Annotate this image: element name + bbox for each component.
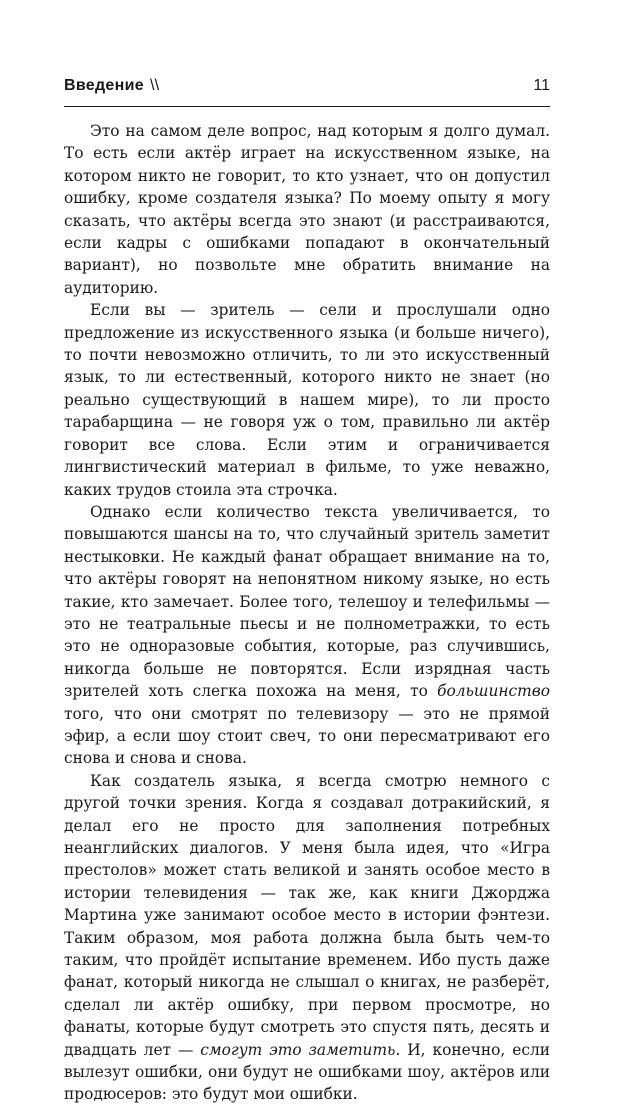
paragraph-4-text-before: Как создатель языка, я всегда смотрю немного с другой точки зрения. Когда я создавал дотракийский, я делал его не просто для заполнения потребных неанглийских диалогов. У меня была идея, что «Игра престолов» может стать великой и занять особое место в истории телевидения — так же, как книги Джорджа Мартина уже занимают особое место в истории фэнтези. Таким образом, моя работа должна была быть чем-то таким, что пройдёт испытание временем. Ибо пусть даже фанат, который никогда не слышал о книгах, не разберёт, сделал ли актёр ошибку, при первом просмотре, но фанаты, которые будут смотреть это спустя пять, десять и двадцать лет —	[64, 771, 550, 1059]
page-number: 11	[533, 77, 550, 94]
paragraph-3-text-after: того, что они смотрят по телевизору — это не прямой эфир, а если шоу стоит свеч, то они пересматривают его снова и снова и снова.	[64, 704, 550, 768]
body-text	[64, 120, 550, 1106]
header-rule	[64, 106, 550, 107]
chapter-title-text: Введение	[64, 77, 144, 94]
paragraph-4-emphasis: смогут это заметить	[200, 1040, 396, 1059]
running-header	[64, 74, 550, 108]
paragraph-1: Это на самом деле вопрос, над которым я долго думал. То есть если актёр играет на искусственном языке, на котором никто не говорит, то кто узнает, что он допустил ошибку, кроме создателя языка? По моему опыту я могу сказать, что актёры всегда это знают (и расстраиваются, если кадры с ошибками попадают в окончательный вариант), но позвольте мне обратить внимание на аудиторию.	[64, 122, 550, 297]
paragraph-4-text-after: . И, конечно, если вылезут ошибки, они будут не ошибками шоу, актёров или продюсеров: это будут мои ошибки.	[64, 1040, 550, 1104]
paragraph-4	[64, 770, 550, 1106]
paragraph-2: Если вы — зритель — сели и прослушали одно предложение из искусственного языка (и больше ничего), то почти невозможно отличить, то ли это искусственный язык, то ли естественный, которого никто не знает (но реально существующий в нашем мире), то ли просто тарабарщина — не говоря уж о том, правильно ли актёр говорит все слова. Если этим и ограничивается лингвистический материал в фильме, то уже неважно, каких трудов стоила эта строчка.	[64, 301, 550, 499]
header-separator-mark: \\	[149, 77, 160, 94]
paragraph-3-text-before: Однако если количество текста увеличивается, то повышаются шансы на то, что случайный зритель заметит нестыковки. Не каждый фанат обращает внимание на то, что актёры говорят на непонятном никому языке, но есть такие, кто замечает. Более того, телешоу и телефильмы — это не театральные пьесы и не полнометражки, то есть это не одноразовые события, которые, раз случившись, никогда больше не повторятся. Если изрядная часть зрителей хоть слегка похожа на меня, то	[64, 502, 550, 701]
chapter-title	[64, 74, 159, 98]
paragraph-3	[64, 501, 550, 770]
paragraph-3-emphasis: большинство	[437, 682, 550, 701]
